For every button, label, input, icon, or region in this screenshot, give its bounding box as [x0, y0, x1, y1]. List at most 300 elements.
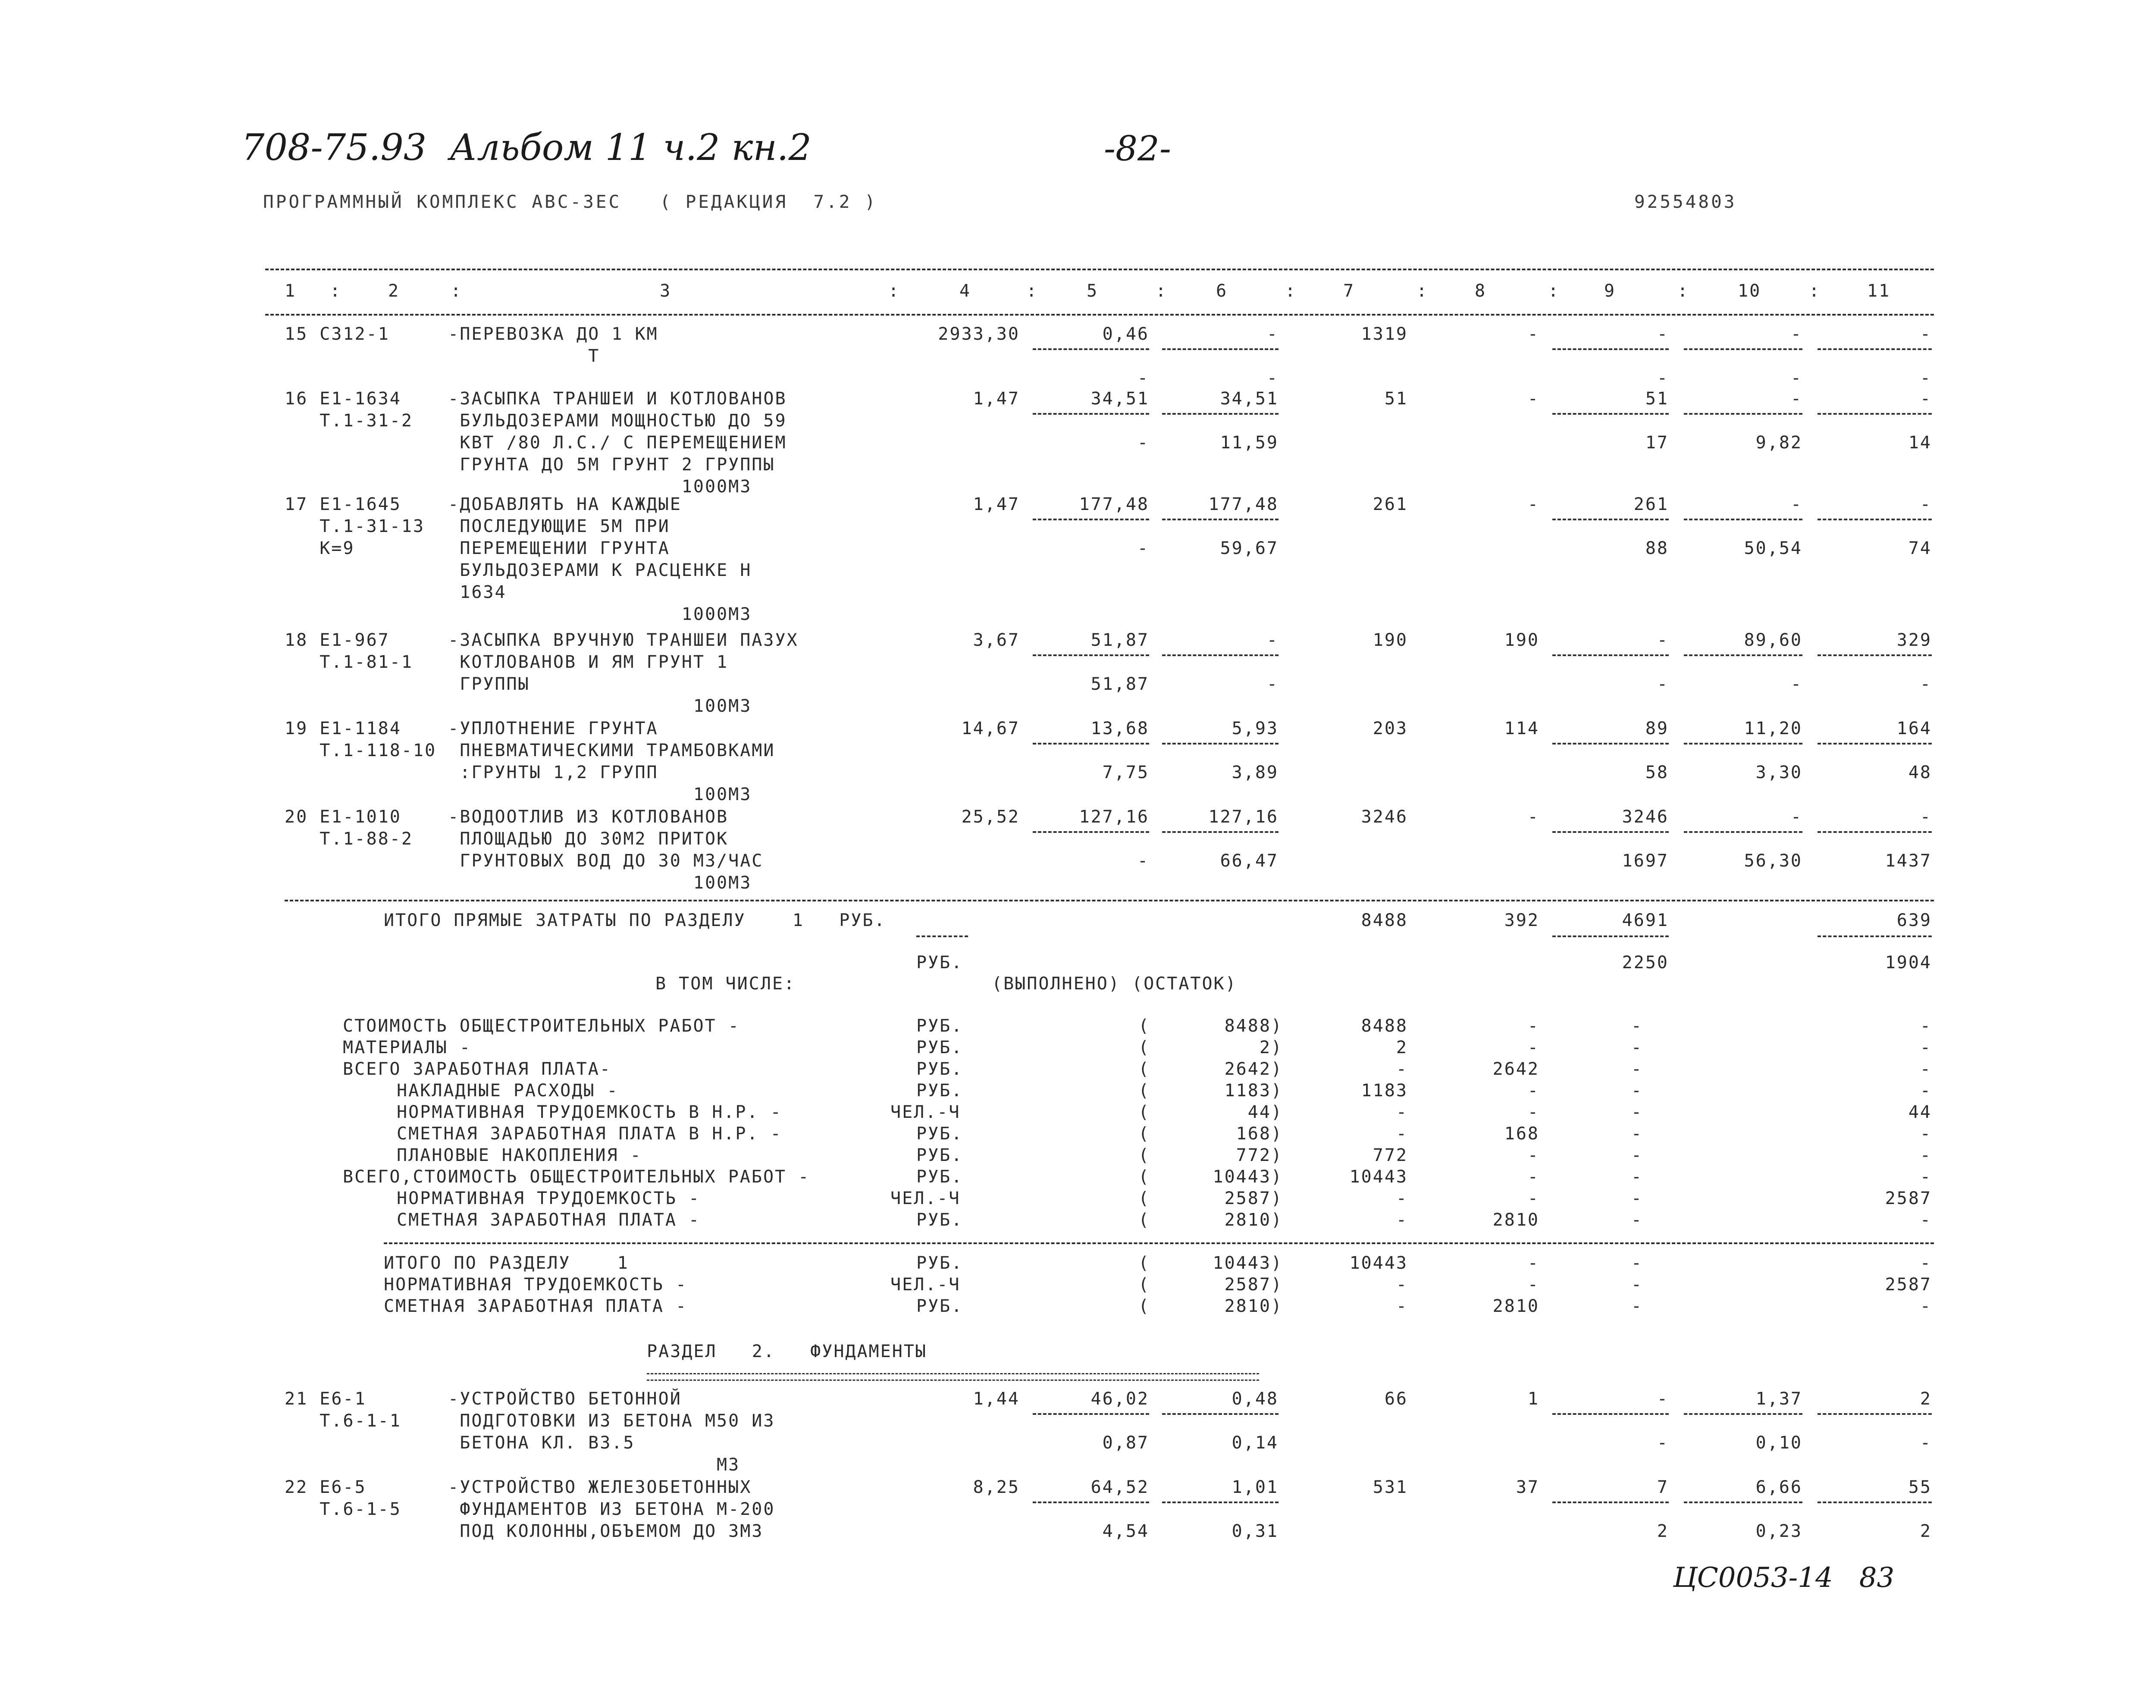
cell-underline	[1684, 1502, 1802, 1503]
cell-underline	[1033, 831, 1149, 833]
cell-underline	[1818, 1413, 1932, 1415]
breakdown-c7: 2	[1396, 1038, 1408, 1057]
cell-c5: 127,16	[1079, 807, 1149, 827]
paren: (	[1138, 1059, 1150, 1079]
totals-line: ИТОГО ПРЯМЫЕ ЗАТРАТЫ ПО РАЗДЕЛУ 1 РУБ.	[384, 910, 886, 930]
cell-c5: 7,75	[1102, 763, 1149, 782]
cell-underline	[1552, 348, 1669, 350]
breakdown-c7: 772	[1373, 1145, 1408, 1165]
cell-c6: -	[1266, 674, 1279, 694]
row-text: ГРУППЫ	[285, 674, 530, 694]
section-total-rule	[384, 1242, 1934, 1244]
column-separator: :	[1026, 281, 1038, 301]
section-total-c11: -	[1920, 1253, 1932, 1273]
handwritten-title: 708-75.93 Альбом 11 ч.2 кн.2	[241, 126, 812, 169]
breakdown-unit: РУБ.	[916, 1016, 963, 1036]
cell-c8: 1	[1527, 1389, 1539, 1409]
breakdown-c11: -	[1920, 1059, 1932, 1079]
totals-c7: 8488	[1361, 910, 1408, 930]
cell-c10: 9,82	[1755, 433, 1802, 453]
cell-c11: -	[1920, 494, 1932, 514]
cell-c9: -	[1657, 368, 1669, 388]
breakdown-label: СТОИМОСТЬ ОБЩЕСТРОИТЕЛЬНЫХ РАБОТ -	[343, 1016, 740, 1036]
cell-c6: -	[1266, 324, 1279, 344]
cell-underline	[1552, 654, 1669, 656]
cell-c10: -	[1790, 389, 1802, 409]
cell-c10: -	[1790, 494, 1802, 514]
breakdown-c7: 10443	[1349, 1167, 1408, 1187]
breakdown-c11: -	[1920, 1016, 1932, 1036]
column-number: 3	[660, 281, 672, 301]
breakdown-c8: -	[1527, 1102, 1539, 1122]
section-total-unit: РУБ.	[916, 1296, 963, 1316]
row-text: :ГРУНТЫ 1,2 ГРУПП	[285, 763, 658, 782]
column-number: 7	[1343, 281, 1355, 301]
cell-c10: -	[1790, 807, 1802, 827]
breakdown-c8: -	[1527, 1145, 1539, 1165]
program-line: ПРОГРАММНЫЙ КОМПЛЕКС АВС-3ЕС ( РЕДАКЦИЯ 7.2 )	[263, 191, 877, 212]
section-total-c7: -	[1396, 1296, 1408, 1316]
paren: (	[1138, 1124, 1150, 1144]
row-text: 1000М3	[285, 477, 752, 497]
row-text: Т	[285, 346, 600, 366]
row-text: 18 Е1-967 -ЗАСЫПКА ВРУЧНУЮ ТРАНШЕИ ПАЗУХ	[285, 630, 799, 650]
cell-c10: 11,20	[1744, 719, 1802, 738]
row-text: ГРУНТОВЫХ ВОД ДО 30 М3/ЧАС	[285, 851, 764, 871]
breakdown-c8: -	[1527, 1167, 1539, 1187]
cell-underline	[1684, 413, 1802, 415]
breakdown-unit: РУБ.	[916, 1059, 963, 1079]
section-heading: РАЗДЕЛ 2. ФУНДАМЕНТЫ	[647, 1342, 927, 1361]
cell-c4: 1,47	[973, 494, 1020, 514]
breakdown-unit: ЧЕЛ.-Ч	[890, 1102, 961, 1122]
breakdown-c9: -	[1631, 1038, 1643, 1057]
cell-c8: -	[1527, 807, 1539, 827]
cell-c7: 3246	[1361, 807, 1408, 827]
column-number: 8	[1475, 281, 1487, 301]
document-code: 92554803	[1634, 191, 1737, 212]
cell-c11: 14	[1908, 433, 1932, 453]
breakdown-value: 772)	[1236, 1145, 1283, 1165]
breakdown-c11: -	[1920, 1167, 1932, 1187]
row-text: ГРУНТА ДО 5М ГРУНТ 2 ГРУППЫ	[285, 455, 775, 475]
column-separator: :	[330, 281, 342, 301]
row-text: Т.6-1-1 ПОДГОТОВКИ ИЗ БЕТОНА М50 ИЗ	[285, 1411, 775, 1431]
cell-c8: -	[1527, 389, 1539, 409]
cell-underline	[1162, 654, 1279, 656]
incl-label: В ТОМ ЧИСЛЕ:	[655, 974, 796, 994]
breakdown-c9: -	[1631, 1167, 1643, 1187]
cell-c4: 1,47	[973, 389, 1020, 409]
cell-underline	[1684, 743, 1802, 745]
cell-c10: 50,54	[1744, 538, 1802, 558]
column-separator: :	[1677, 281, 1689, 301]
cell-c5: 51,87	[1091, 630, 1149, 650]
breakdown-unit: РУБ.	[916, 1081, 963, 1101]
cell-c10: -	[1790, 368, 1802, 388]
row-text: 1000М3	[285, 604, 752, 624]
cell-c6: 0,48	[1232, 1389, 1279, 1409]
column-number: 2	[388, 281, 400, 301]
section-total-c9: -	[1631, 1275, 1643, 1295]
cell-c11: -	[1920, 1433, 1932, 1453]
cell-c10: 3,30	[1755, 763, 1802, 782]
totals-c9-2: 2250	[1622, 953, 1669, 973]
breakdown-value: 44)	[1247, 1102, 1283, 1122]
cell-c5: 51,87	[1091, 674, 1149, 694]
paren: (	[1138, 1102, 1150, 1122]
cell-underline	[1552, 935, 1669, 937]
cell-c6: 127,16	[1208, 807, 1279, 827]
cell-underline	[1684, 654, 1802, 656]
cell-c6: 5,93	[1232, 719, 1279, 738]
cell-c6: 66,47	[1220, 851, 1279, 871]
breakdown-c7: 1183	[1361, 1081, 1408, 1101]
breakdown-unit: РУБ.	[916, 1167, 963, 1187]
breakdown-c8: 168	[1504, 1124, 1539, 1144]
breakdown-unit: РУБ.	[916, 1145, 963, 1165]
cell-underline	[1552, 1413, 1669, 1415]
cell-c9: 7	[1657, 1477, 1669, 1497]
totals-c8: 392	[1504, 910, 1539, 930]
paren: (	[1138, 1275, 1150, 1295]
cell-underline	[1162, 348, 1279, 350]
done-rest-label: (ВЫПОЛНЕНО) (ОСТАТОК)	[992, 974, 1237, 994]
breakdown-c7: 8488	[1361, 1016, 1408, 1036]
row-text: 100М3	[285, 873, 752, 893]
row-text: Т.1-88-2 ПЛОЩАДЬЮ ДО 30М2 ПРИТОК	[285, 829, 729, 849]
cell-underline	[1684, 831, 1802, 833]
row-text: Т.1-31-2 БУЛЬДОЗЕРАМИ МОЩНОСТЬЮ ДО 59	[285, 411, 787, 431]
cell-c4: 14,67	[961, 719, 1020, 738]
cell-c4: 1,44	[973, 1389, 1020, 1409]
cell-c5: 13,68	[1091, 719, 1149, 738]
breakdown-c8: 2642	[1492, 1059, 1539, 1079]
breakdown-value: 168)	[1236, 1124, 1283, 1144]
cell-c9: 1697	[1622, 851, 1669, 871]
column-separator: :	[1809, 281, 1821, 301]
row-text: Т.1-118-10 ПНЕВМАТИЧЕСКИМИ ТРАМБОВКАМИ	[285, 741, 775, 760]
cell-c5: 177,48	[1079, 494, 1149, 514]
cell-underline	[1552, 413, 1669, 415]
section-total-c7: 10443	[1349, 1253, 1408, 1273]
cell-c5: 34,51	[1091, 389, 1149, 409]
breakdown-label: НОРМАТИВНАЯ ТРУДОЕМКОСТЬ -	[397, 1189, 701, 1208]
cell-c7: 261	[1373, 494, 1408, 514]
cell-underline	[1552, 1502, 1669, 1503]
cell-underline	[1033, 743, 1149, 745]
row-text: 100М3	[285, 785, 752, 804]
breakdown-c9: -	[1631, 1124, 1643, 1144]
totals-rule	[285, 900, 1934, 901]
row-text: Т.6-1-5 ФУНДАМЕНТОВ ИЗ БЕТОНА М-200	[285, 1499, 775, 1519]
cell-c11: 2	[1920, 1521, 1932, 1541]
section-total-unit: РУБ.	[916, 1253, 963, 1273]
breakdown-unit: РУБ.	[916, 1038, 963, 1057]
cell-underline	[1162, 743, 1279, 745]
breakdown-value: 2642)	[1224, 1059, 1283, 1079]
section-total-value: 2810)	[1224, 1296, 1283, 1316]
breakdown-label: ВСЕГО ЗАРАБОТНАЯ ПЛАТА-	[343, 1059, 611, 1079]
totals-unit: РУБ.	[916, 953, 963, 973]
unit-underline	[916, 935, 968, 937]
breakdown-value: 2587)	[1224, 1189, 1283, 1208]
section-total-unit: ЧЕЛ.-Ч	[890, 1275, 961, 1295]
cell-c5: 0,87	[1102, 1433, 1149, 1453]
cell-underline	[1818, 743, 1932, 745]
cell-underline	[1033, 654, 1149, 656]
cell-underline	[1033, 348, 1149, 350]
breakdown-c9: -	[1631, 1081, 1643, 1101]
section-total-c8: -	[1527, 1275, 1539, 1295]
cell-underline	[1684, 1413, 1802, 1415]
cell-c11: 74	[1908, 538, 1932, 558]
cell-c5: -	[1137, 368, 1149, 388]
column-number: 11	[1867, 281, 1891, 301]
cell-underline	[1552, 519, 1669, 520]
row-text: Т.1-31-13 ПОСЛЕДУЮЩИЕ 5М ПРИ	[285, 516, 670, 536]
breakdown-c9: -	[1631, 1145, 1643, 1165]
breakdown-c7: -	[1396, 1124, 1408, 1144]
heading-underline	[647, 1373, 1259, 1381]
cell-underline	[1818, 935, 1932, 937]
section-total-label: СМЕТНАЯ ЗАРАБОТНАЯ ПЛАТА -	[384, 1296, 688, 1316]
cell-underline	[1162, 413, 1279, 415]
section-total-c11: 2587	[1885, 1275, 1932, 1295]
cell-c9: 17	[1645, 433, 1669, 453]
cell-c9: -	[1657, 630, 1669, 650]
cell-c6: 0,31	[1232, 1521, 1279, 1541]
cell-c6: -	[1266, 630, 1279, 650]
cell-c5: 46,02	[1091, 1389, 1149, 1409]
paren: (	[1138, 1253, 1150, 1273]
row-text: КВТ /80 Л.С./ С ПЕРЕМЕЩЕНИЕМ	[285, 433, 787, 453]
section-total-value: 10443)	[1213, 1253, 1283, 1273]
cell-c9: 58	[1645, 763, 1669, 782]
paren: (	[1138, 1038, 1150, 1057]
cell-underline	[1162, 519, 1279, 520]
breakdown-label: НАКЛАДНЫЕ РАСХОДЫ -	[397, 1081, 619, 1101]
header-rule-bottom	[265, 314, 1934, 316]
breakdown-c9: -	[1631, 1189, 1643, 1208]
breakdown-c9: -	[1631, 1016, 1643, 1036]
breakdown-c11: -	[1920, 1124, 1932, 1144]
cell-c5: 4,54	[1102, 1521, 1149, 1541]
cell-underline	[1818, 519, 1932, 520]
breakdown-c11: 2587	[1885, 1189, 1932, 1208]
cell-c10: 1,37	[1755, 1389, 1802, 1409]
section-total-c8: -	[1527, 1253, 1539, 1273]
cell-c10: 0,10	[1755, 1433, 1802, 1453]
breakdown-label: СМЕТНАЯ ЗАРАБОТНАЯ ПЛАТА В Н.Р. -	[397, 1124, 782, 1144]
row-text: М3	[285, 1455, 740, 1475]
breakdown-value: 1183)	[1224, 1081, 1283, 1101]
column-number: 5	[1087, 281, 1099, 301]
breakdown-value: 2810)	[1224, 1210, 1283, 1230]
page-number: -82-	[1104, 128, 1171, 169]
cell-c8: -	[1527, 494, 1539, 514]
cell-c7: 1319	[1361, 324, 1408, 344]
breakdown-c8: -	[1527, 1016, 1539, 1036]
cell-c7: 51	[1384, 389, 1408, 409]
row-text: ПОД КОЛОННЫ,ОБЪЕМОМ ДО 3М3	[285, 1521, 764, 1541]
cell-c9: 3246	[1622, 807, 1669, 827]
cell-underline	[1033, 519, 1149, 520]
cell-c5: -	[1137, 433, 1149, 453]
breakdown-c9: -	[1631, 1102, 1643, 1122]
row-text: 1634	[285, 582, 507, 602]
cell-c7: 66	[1384, 1389, 1408, 1409]
cell-c11: -	[1920, 389, 1932, 409]
cell-underline	[1818, 831, 1932, 833]
row-text: 17 Е1-1645 -ДОБАВЛЯТЬ НА КАЖДЫЕ	[285, 494, 682, 514]
breakdown-value: 8488)	[1224, 1016, 1283, 1036]
cell-c6: 1,01	[1232, 1477, 1279, 1497]
cell-c10: 89,60	[1744, 630, 1802, 650]
column-separator: :	[1285, 281, 1297, 301]
cell-underline	[1033, 413, 1149, 415]
column-number: 4	[959, 281, 971, 301]
cell-c6: 59,67	[1220, 538, 1279, 558]
cell-c11: 329	[1896, 630, 1932, 650]
cell-c6: 34,51	[1220, 389, 1279, 409]
totals-c11: 639	[1896, 910, 1932, 930]
cell-c10: -	[1790, 674, 1802, 694]
breakdown-c8: -	[1527, 1081, 1539, 1101]
paren: (	[1138, 1145, 1150, 1165]
breakdown-c8: 2810	[1492, 1210, 1539, 1230]
cell-c4: 8,25	[973, 1477, 1020, 1497]
breakdown-label: СМЕТНАЯ ЗАРАБОТНАЯ ПЛАТА -	[397, 1210, 701, 1230]
cell-c9: -	[1657, 324, 1669, 344]
paren: (	[1138, 1210, 1150, 1230]
row-text: 19 Е1-1184 -УПЛОТНЕНИЕ ГРУНТА	[285, 719, 658, 738]
section-total-c8: 2810	[1492, 1296, 1539, 1316]
cell-c8: 114	[1504, 719, 1539, 738]
cell-underline	[1033, 1502, 1149, 1503]
column-number: 9	[1604, 281, 1616, 301]
cell-c9: 261	[1633, 494, 1669, 514]
breakdown-c7: -	[1396, 1210, 1408, 1230]
breakdown-c7: -	[1396, 1189, 1408, 1208]
cell-c9: 2	[1657, 1521, 1669, 1541]
cell-c10: 56,30	[1744, 851, 1802, 871]
breakdown-c11: -	[1920, 1038, 1932, 1057]
paren: (	[1138, 1167, 1150, 1187]
breakdown-label: НОРМАТИВНАЯ ТРУДОЕМКОСТЬ В Н.Р. -	[397, 1102, 782, 1122]
row-text: 20 Е1-1010 -ВОДООТЛИВ ИЗ КОТЛОВАНОВ	[285, 807, 729, 827]
cell-underline	[1162, 831, 1279, 833]
cell-underline	[1684, 519, 1802, 520]
column-separator: :	[451, 281, 463, 301]
column-separator: :	[888, 281, 900, 301]
cell-c6: 3,89	[1232, 763, 1279, 782]
totals-c9: 4691	[1622, 910, 1669, 930]
breakdown-label: МАТЕРИАЛЫ -	[343, 1038, 471, 1057]
cell-c11: 48	[1908, 763, 1932, 782]
column-separator: :	[1416, 281, 1429, 301]
row-text: БЕТОНА КЛ. В3.5	[285, 1433, 635, 1453]
footer-handwriting: ЦС0053-14 83	[1673, 1562, 1895, 1594]
cell-c5: -	[1137, 851, 1149, 871]
cell-c8: 37	[1516, 1477, 1539, 1497]
cell-c11: -	[1920, 368, 1932, 388]
cell-c8: -	[1527, 324, 1539, 344]
cell-c9: 89	[1645, 719, 1669, 738]
row-text: 16 Е1-1634 -ЗАСЫПКА ТРАНШЕИ И КОТЛОВАНОВ	[285, 389, 787, 409]
cell-c9: 88	[1645, 538, 1669, 558]
cell-c7: 531	[1373, 1477, 1408, 1497]
breakdown-c7: -	[1396, 1059, 1408, 1079]
cell-c11: 1437	[1885, 851, 1932, 871]
cell-c6: -	[1266, 368, 1279, 388]
cell-c11: -	[1920, 807, 1932, 827]
row-text: 21 Е6-1 -УСТРОЙСТВО БЕТОННОЙ	[285, 1389, 682, 1409]
cell-underline	[1818, 413, 1932, 415]
breakdown-c11: -	[1920, 1145, 1932, 1165]
column-separator: :	[1548, 281, 1560, 301]
paren: (	[1138, 1016, 1150, 1036]
cell-underline	[1552, 743, 1669, 745]
row-text: 22 Е6-5 -УСТРОЙСТВО ЖЕЛЕЗОБЕТОННЫХ	[285, 1477, 752, 1497]
section-total-label: ИТОГО ПО РАЗДЕЛУ 1	[384, 1253, 629, 1273]
section-total-value: 2587)	[1224, 1275, 1283, 1295]
section-total-c7: -	[1396, 1275, 1408, 1295]
cell-c7: 203	[1373, 719, 1408, 738]
row-text: К=9 ПЕРЕМЕЩЕНИИ ГРУНТА	[285, 538, 670, 558]
breakdown-label: ПЛАНОВЫЕ НАКОПЛЕНИЯ -	[397, 1145, 642, 1165]
column-number: 1	[285, 281, 297, 301]
cell-underline	[1162, 1413, 1279, 1415]
cell-c4: 3,67	[973, 630, 1020, 650]
section-total-label: НОРМАТИВНАЯ ТРУДОЕМКОСТЬ -	[384, 1275, 688, 1295]
cell-c9: -	[1657, 1433, 1669, 1453]
cell-c6: 11,59	[1220, 433, 1279, 453]
cell-c11: -	[1920, 674, 1932, 694]
cell-c5: 64,52	[1091, 1477, 1149, 1497]
cell-c5: -	[1137, 538, 1149, 558]
breakdown-c8: -	[1527, 1189, 1539, 1208]
cell-c11: 2	[1920, 1389, 1932, 1409]
cell-c4: 2933,30	[938, 324, 1020, 344]
breakdown-c11: 44	[1908, 1102, 1932, 1122]
cell-c6: 177,48	[1208, 494, 1279, 514]
cell-c9: 51	[1645, 389, 1669, 409]
cell-underline	[1033, 1413, 1149, 1415]
row-text: 15 С312-1 -ПЕРЕВОЗКА ДО 1 КМ	[285, 324, 658, 344]
breakdown-c11: -	[1920, 1210, 1932, 1230]
breakdown-unit: ЧЕЛ.-Ч	[890, 1189, 961, 1208]
breakdown-c9: -	[1631, 1059, 1643, 1079]
breakdown-label: ВСЕГО,СТОИМОСТЬ ОБЩЕСТРОИТЕЛЬНЫХ РАБОТ -	[343, 1167, 810, 1187]
column-number: 10	[1738, 281, 1761, 301]
cell-underline	[1818, 348, 1932, 350]
cell-c4: 25,52	[961, 807, 1020, 827]
cell-c7: 190	[1373, 630, 1408, 650]
column-number: 6	[1216, 281, 1228, 301]
cell-c6: 0,14	[1232, 1433, 1279, 1453]
paren: (	[1138, 1189, 1150, 1208]
cell-c11: 164	[1896, 719, 1932, 738]
breakdown-unit: РУБ.	[916, 1124, 963, 1144]
row-text: 100М3	[285, 696, 752, 716]
cell-c10: 0,23	[1755, 1521, 1802, 1541]
header-rule-top	[265, 269, 1934, 270]
breakdown-value: 2)	[1259, 1038, 1283, 1057]
paren: (	[1138, 1296, 1150, 1316]
breakdown-c8: -	[1527, 1038, 1539, 1057]
cell-c9: -	[1657, 674, 1669, 694]
